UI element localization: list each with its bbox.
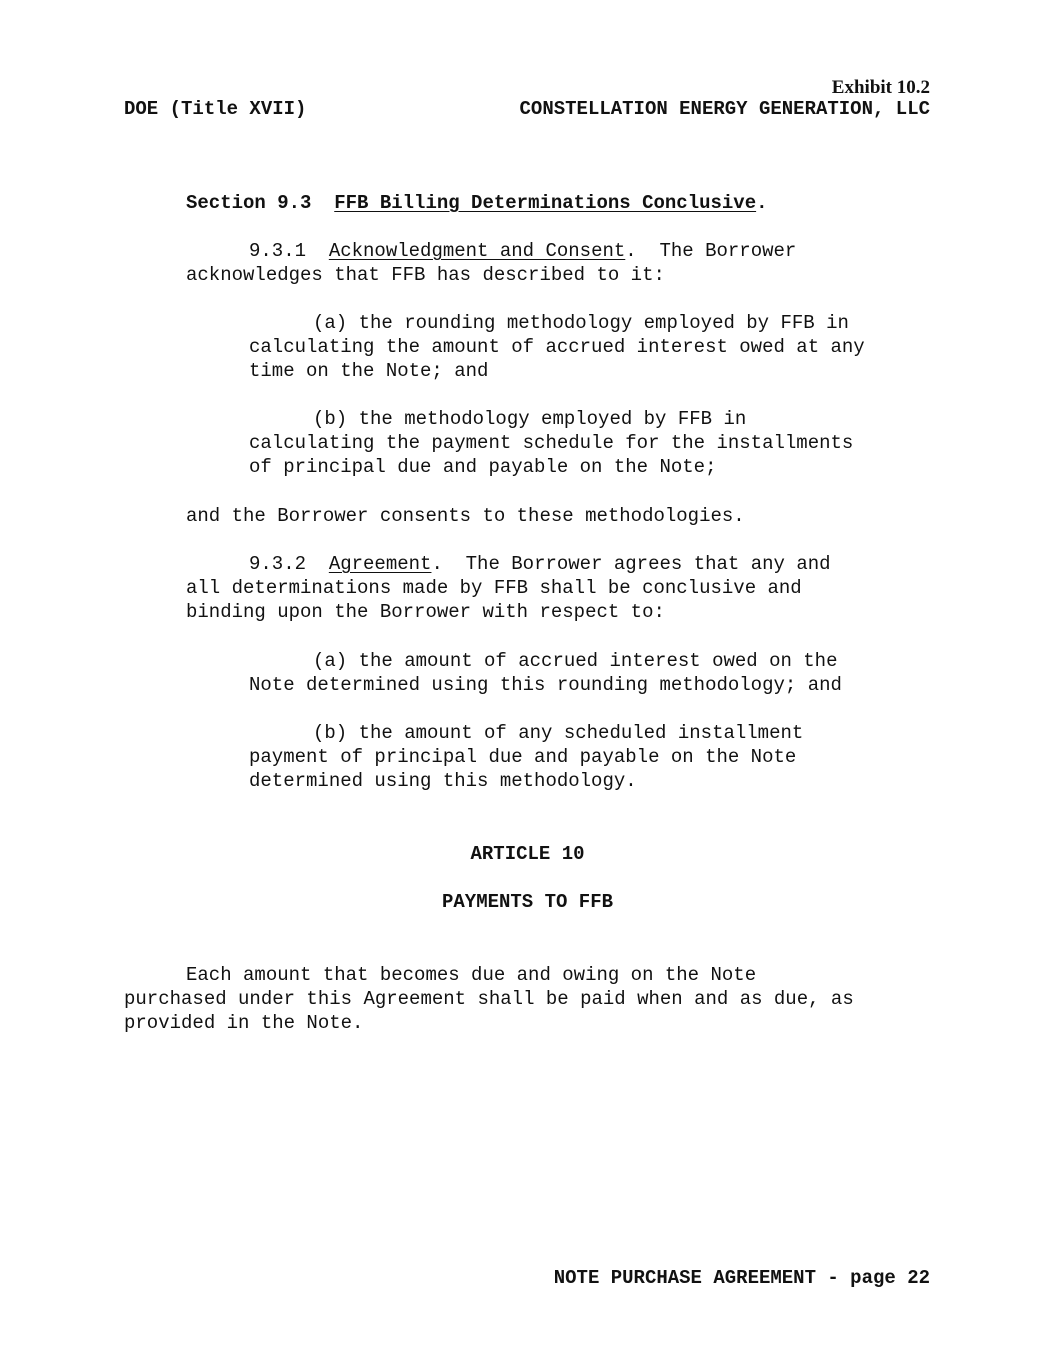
para-9-3-2-line1 bbox=[249, 552, 831, 576]
para-9-3-1-line1-rest: . The Borrower bbox=[625, 240, 797, 262]
para-9-3-2-line3: binding upon the Borrower with respect to: bbox=[186, 601, 665, 623]
item-b1-line2: calculating the payment schedule for the installments bbox=[249, 432, 854, 454]
item-a2-line2: Note determined using this rounding methodology; and bbox=[249, 674, 842, 696]
section-number: Section 9.3 bbox=[186, 192, 312, 214]
para-9-3-1-heading: Acknowledgment and Consent bbox=[328, 240, 626, 262]
para-9-3-2-number: 9.3.2 bbox=[249, 553, 307, 575]
payments-line2: purchased under this Agreement shall be paid when and as due, as bbox=[124, 988, 854, 1010]
payments-line3: provided in the Note. bbox=[124, 1012, 364, 1034]
item-b2-line1: (b) the amount of any scheduled installment bbox=[313, 722, 804, 744]
item-a1-line3: time on the Note; and bbox=[249, 360, 489, 382]
item-b2-line2: payment of principal due and payable on the Note bbox=[249, 746, 797, 768]
header-left: DOE (Title XVII) bbox=[124, 98, 307, 120]
item-b1-line1: (b) the methodology employed by FFB in bbox=[313, 408, 747, 430]
para-9-3-2-line2: all determinations made by FFB shall be conclusive and bbox=[186, 577, 802, 599]
para-9-3-2-line1-rest: . The Borrower agrees that any and bbox=[431, 553, 831, 575]
para-9-3-1-line1 bbox=[249, 239, 796, 263]
consent-line: and the Borrower consents to these methodologies. bbox=[186, 505, 745, 527]
payments-line1: Each amount that becomes due and owing on the Note bbox=[186, 964, 757, 986]
section-title-period: . bbox=[756, 192, 768, 214]
item-a1-line2: calculating the amount of accrued interest owed at any bbox=[249, 336, 865, 358]
para-9-3-1-number: 9.3.1 bbox=[249, 240, 307, 262]
article-title: PAYMENTS TO FFB bbox=[441, 891, 614, 913]
para-9-3-1-line2: acknowledges that FFB has described to it: bbox=[186, 264, 665, 286]
article-number: ARTICLE 10 bbox=[470, 843, 585, 865]
section-title: FFB Billing Determinations Conclusive bbox=[334, 192, 757, 214]
item-b1-line3: of principal due and payable on the Note; bbox=[249, 456, 717, 478]
item-a2-line1: (a) the amount of accrued interest owed on the bbox=[313, 650, 838, 672]
para-9-3-2-heading: Agreement bbox=[328, 553, 432, 575]
item-a1-line1: (a) the rounding methodology employed by FFB in bbox=[313, 312, 849, 334]
item-b2-line3: determined using this methodology. bbox=[249, 770, 637, 792]
section-heading bbox=[186, 191, 768, 215]
page-footer: NOTE PURCHASE AGREEMENT - page 22 bbox=[553, 1267, 930, 1289]
header-right: CONSTELLATION ENERGY GENERATION, LLC bbox=[519, 98, 930, 120]
exhibit-label: Exhibit 10.2 bbox=[831, 77, 930, 98]
